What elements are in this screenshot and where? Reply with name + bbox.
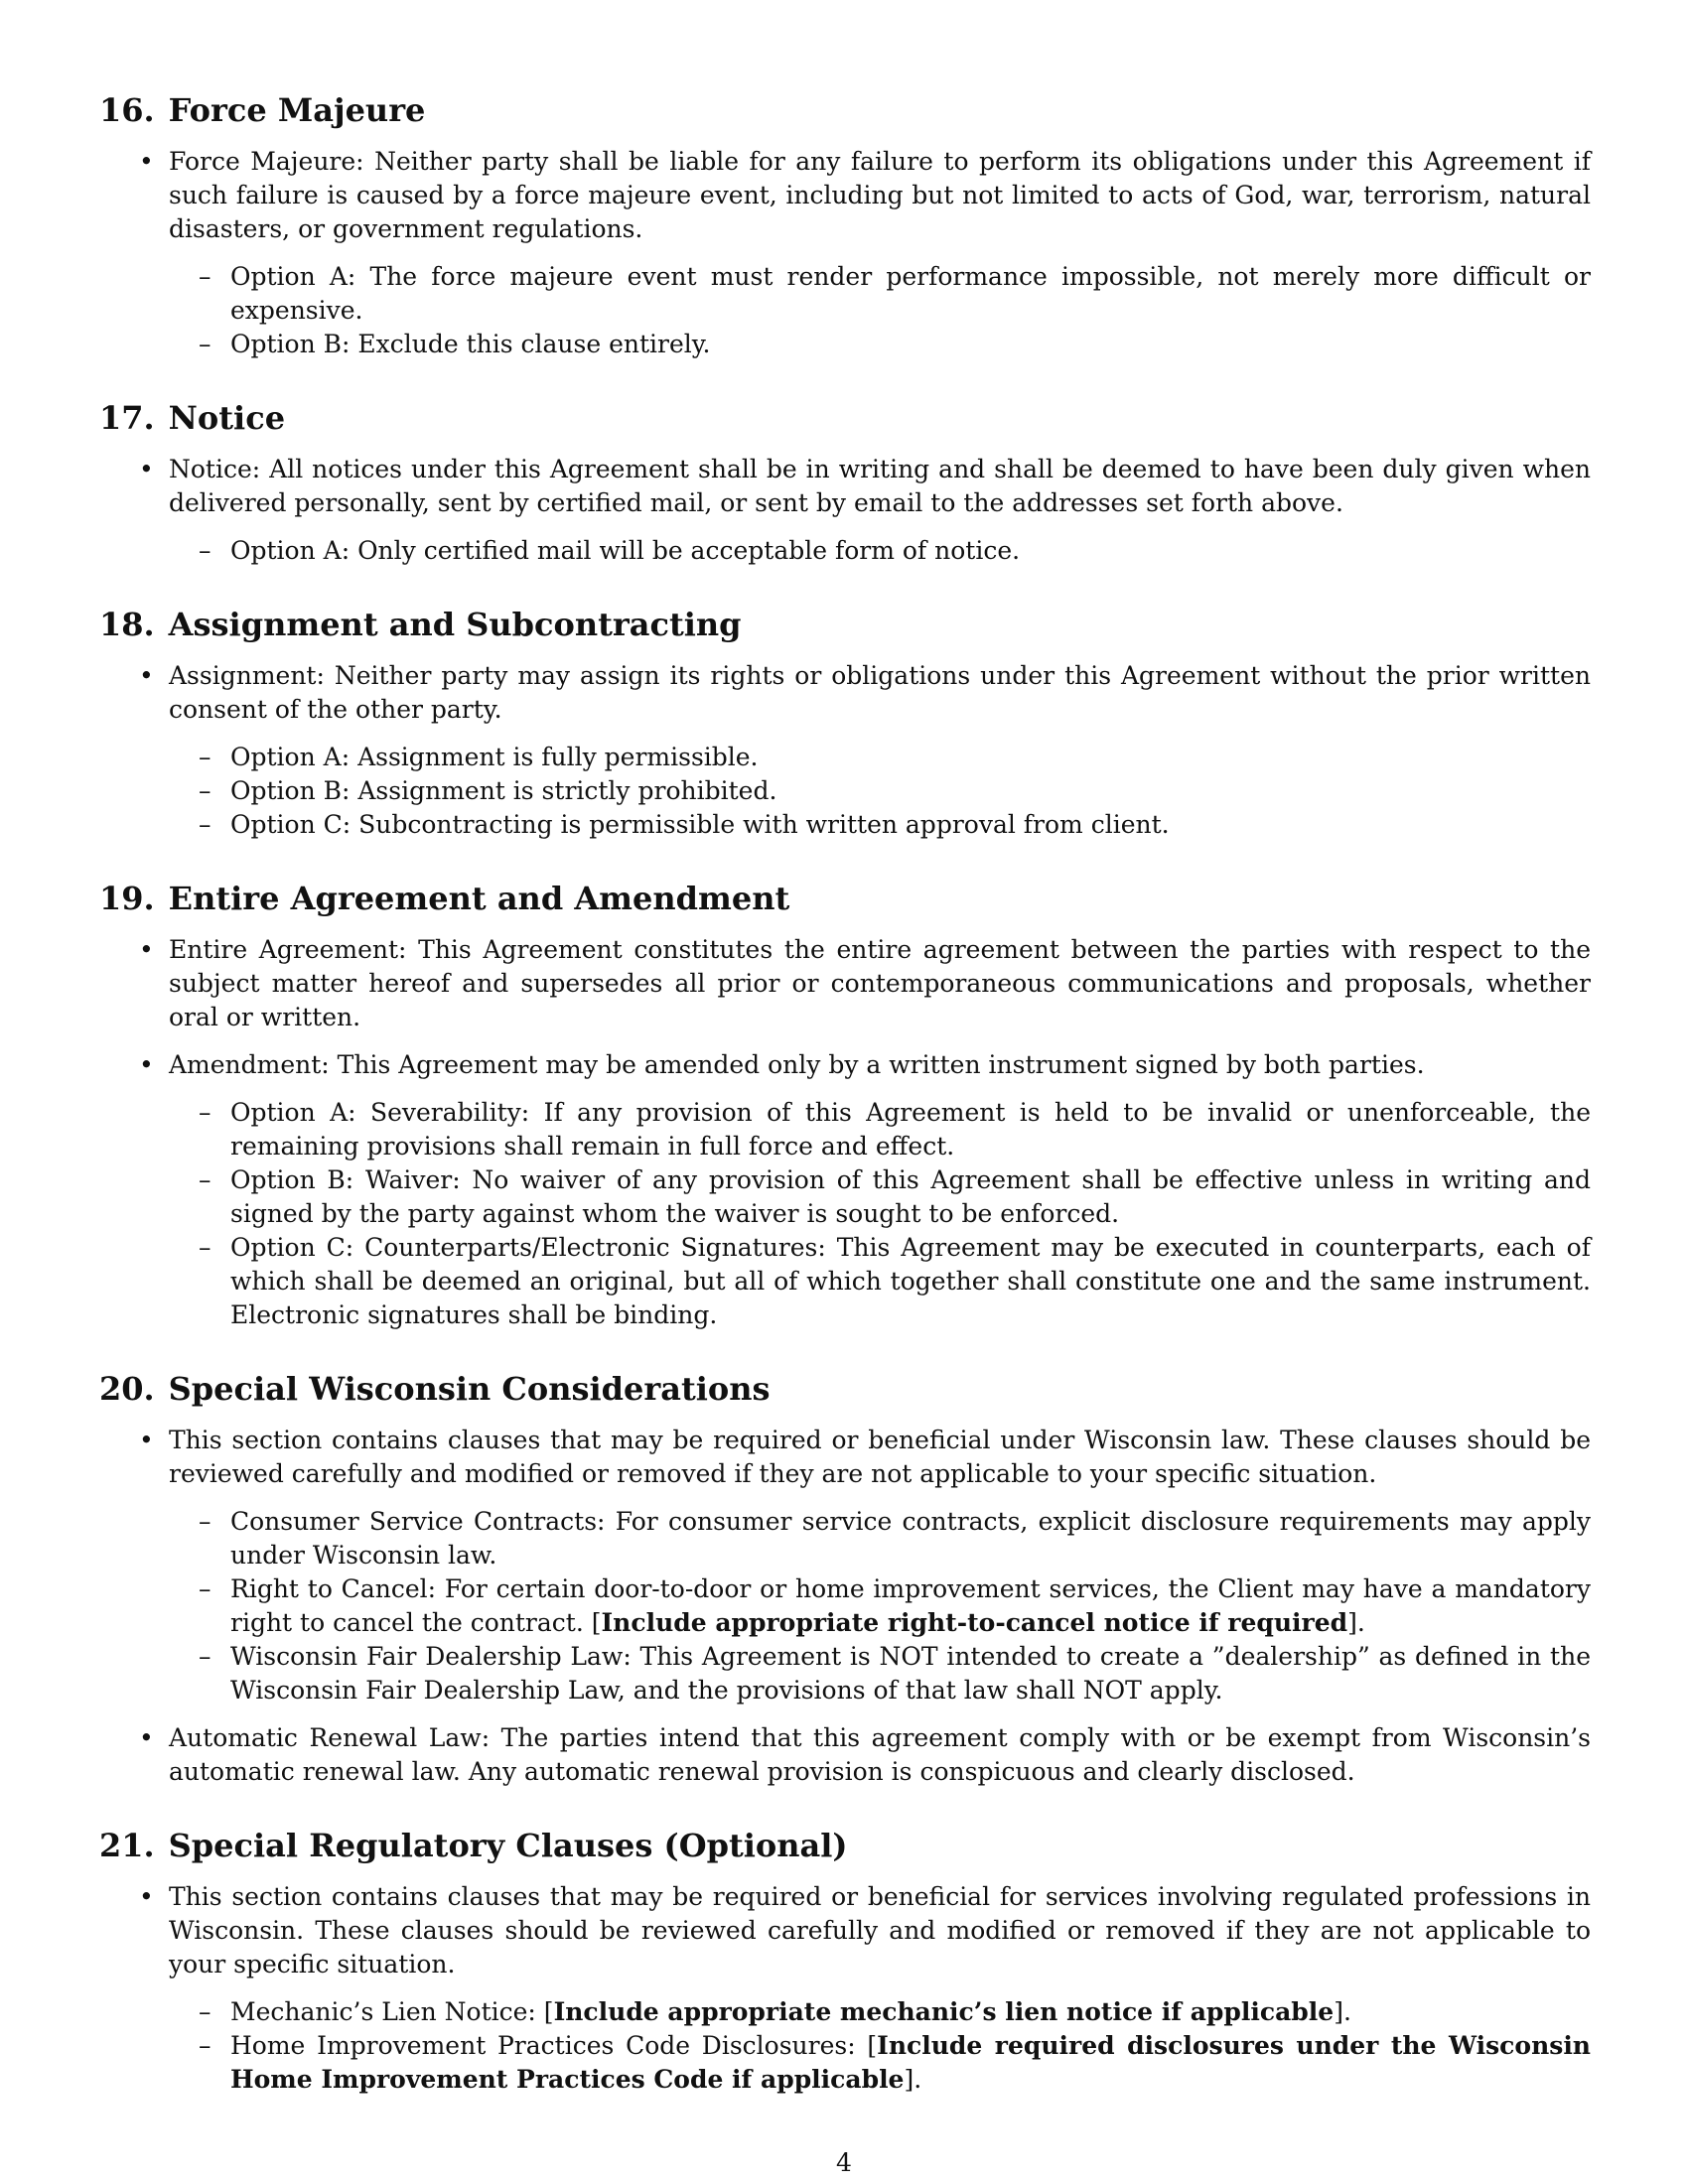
bold-placeholder-text: Include required disclosures under the Wisconsin Home Improvement Practices Code if applicable bbox=[230, 2031, 1591, 2094]
clause-item bbox=[99, 453, 1591, 568]
section-18 bbox=[99, 604, 1591, 842]
section-heading bbox=[99, 1825, 1591, 1866]
page-number: 4 bbox=[836, 2148, 852, 2177]
clause-item bbox=[99, 659, 1591, 842]
section-heading bbox=[99, 1368, 1591, 1410]
clause-item bbox=[99, 1424, 1591, 1707]
clause-text: Assignment: Neither party may assign its rights or obligations under this Agreement without the prior written consent of the other party. bbox=[169, 661, 1591, 724]
section-number: 18. bbox=[99, 606, 155, 643]
clause-text: Notice: All notices under this Agreement shall be in writing and shall be deemed to have been duly given when delivered personally, sent by certified mail, or sent by email to the addresses set forth above. bbox=[169, 455, 1591, 517]
clause-item bbox=[99, 145, 1591, 361]
clause-item bbox=[99, 1721, 1591, 1789]
option-item: – Option B: Waiver: No waiver of any provision of this Agreement shall be effective unless in writing and signed by the party against whom the waiver is sought to be enforced. bbox=[169, 1163, 1591, 1231]
clause-item bbox=[99, 1880, 1591, 2097]
section-title: Notice bbox=[168, 399, 286, 437]
clause-text: This section contains clauses that may be required or beneficial under Wisconsin law. These clauses should be reviewed carefully and modified or removed if they are not applicable to your specific situation. bbox=[169, 1426, 1591, 1488]
section-heading bbox=[99, 604, 1591, 645]
clause-list bbox=[99, 659, 1591, 842]
section-number: 20. bbox=[99, 1370, 155, 1408]
option-item: – Option B: Assignment is strictly prohibited. bbox=[169, 774, 1591, 808]
clause-item bbox=[99, 933, 1591, 1034]
section-title: Entire Agreement and Amendment bbox=[168, 880, 790, 917]
option-item: – Option C: Subcontracting is permissible with written approval from client. bbox=[169, 808, 1591, 842]
option-item: – Option A: The force majeure event must render performance impossible, not merely more difficult or expensive. bbox=[169, 260, 1591, 328]
option-item: – Option C: Counterparts/Electronic Signatures: This Agreement may be executed in counterparts, each of which shall be deemed an original, but all of which together shall constitute one and the same instrument. Electronic signatures shall be binding. bbox=[169, 1231, 1591, 1332]
option-list bbox=[169, 534, 1591, 568]
clause-text: This section contains clauses that may be required or beneficial for services involving regulated professions in Wisconsin. These clauses should be reviewed carefully and modified or removed if they are not applicable to your specific situation. bbox=[169, 1882, 1591, 1979]
section-16 bbox=[99, 89, 1591, 361]
option-item: – Option A: Only certified mail will be acceptable form of notice. bbox=[169, 534, 1591, 568]
clause-item bbox=[99, 1048, 1591, 1332]
clause-list bbox=[99, 1424, 1591, 1789]
option-item: – Home Improvement Practices Code Disclosures: [Include required disclosures under the Wisconsin Home Improvement Practices Code if applicable]. bbox=[169, 2029, 1591, 2097]
clause-list bbox=[99, 145, 1591, 361]
section-number: 19. bbox=[99, 880, 155, 917]
option-list bbox=[169, 1995, 1591, 2097]
clause-list bbox=[99, 1880, 1591, 2097]
option-item: – Option A: Assignment is fully permissible. bbox=[169, 741, 1591, 774]
clause-list bbox=[99, 933, 1591, 1332]
option-list bbox=[169, 260, 1591, 361]
bold-placeholder-text: Include appropriate right-to-cancel notice if required bbox=[601, 1608, 1348, 1637]
section-heading bbox=[99, 878, 1591, 919]
option-item: – Mechanic’s Lien Notice: [Include appropriate mechanic’s lien notice if applicable]. bbox=[169, 1995, 1591, 2029]
option-item: – Right to Cancel: For certain door-to-door or home improvement services, the Client may have a mandatory right to cancel the contract. [Include appropriate right-to-cancel notice if required]. bbox=[169, 1572, 1591, 1640]
document-page bbox=[99, 89, 1591, 2132]
bold-placeholder-text: Include appropriate mechanic’s lien notice if applicable bbox=[553, 1997, 1335, 2026]
section-title: Special Wisconsin Considerations bbox=[168, 1370, 771, 1408]
clause-text: Amendment: This Agreement may be amended only by a written instrument signed by both parties. bbox=[169, 1050, 1425, 1079]
clause-list bbox=[99, 453, 1591, 568]
clause-text: Force Majeure: Neither party shall be liable for any failure to perform its obligations under this Agreement if such failure is caused by a force majeure event, including but not limited to acts of God, war, terrorism, natural disasters, or government regulations. bbox=[169, 147, 1591, 243]
section-number: 21. bbox=[99, 1827, 155, 1864]
clause-text: Entire Agreement: This Agreement constitutes the entire agreement between the parties with respect to the subject matter hereof and supersedes all prior or contemporaneous communications and proposals, whether oral or written. bbox=[169, 935, 1591, 1031]
section-number: 17. bbox=[99, 399, 155, 437]
section-21 bbox=[99, 1825, 1591, 2097]
section-heading bbox=[99, 397, 1591, 439]
section-title: Special Regulatory Clauses (Optional) bbox=[168, 1827, 848, 1864]
option-list bbox=[169, 1505, 1591, 1707]
section-17 bbox=[99, 397, 1591, 568]
option-item: – Option A: Severability: If any provision of this Agreement is held to be invalid or unenforceable, the remaining provisions shall remain in full force and effect. bbox=[169, 1096, 1591, 1163]
section-number: 16. bbox=[99, 91, 155, 129]
section-heading bbox=[99, 89, 1591, 131]
option-list bbox=[169, 1096, 1591, 1332]
section-title: Assignment and Subcontracting bbox=[168, 606, 742, 643]
option-item: – Option B: Exclude this clause entirely. bbox=[169, 328, 1591, 361]
option-item: – Wisconsin Fair Dealership Law: This Agreement is NOT intended to create a ”dealership” as defined in the Wisconsin Fair Dealership Law, and the provisions of that law shall NOT apply. bbox=[169, 1640, 1591, 1707]
option-item: – Consumer Service Contracts: For consumer service contracts, explicit disclosure requirements may apply under Wisconsin law. bbox=[169, 1505, 1591, 1572]
section-19 bbox=[99, 878, 1591, 1332]
clause-text: Automatic Renewal Law: The parties intend that this agreement comply with or be exempt from Wisconsin’s automatic renewal law. Any automatic renewal provision is conspicuous and clearly disclosed. bbox=[169, 1723, 1591, 1786]
section-title: Force Majeure bbox=[168, 91, 426, 129]
option-list bbox=[169, 741, 1591, 842]
section-20 bbox=[99, 1368, 1591, 1789]
